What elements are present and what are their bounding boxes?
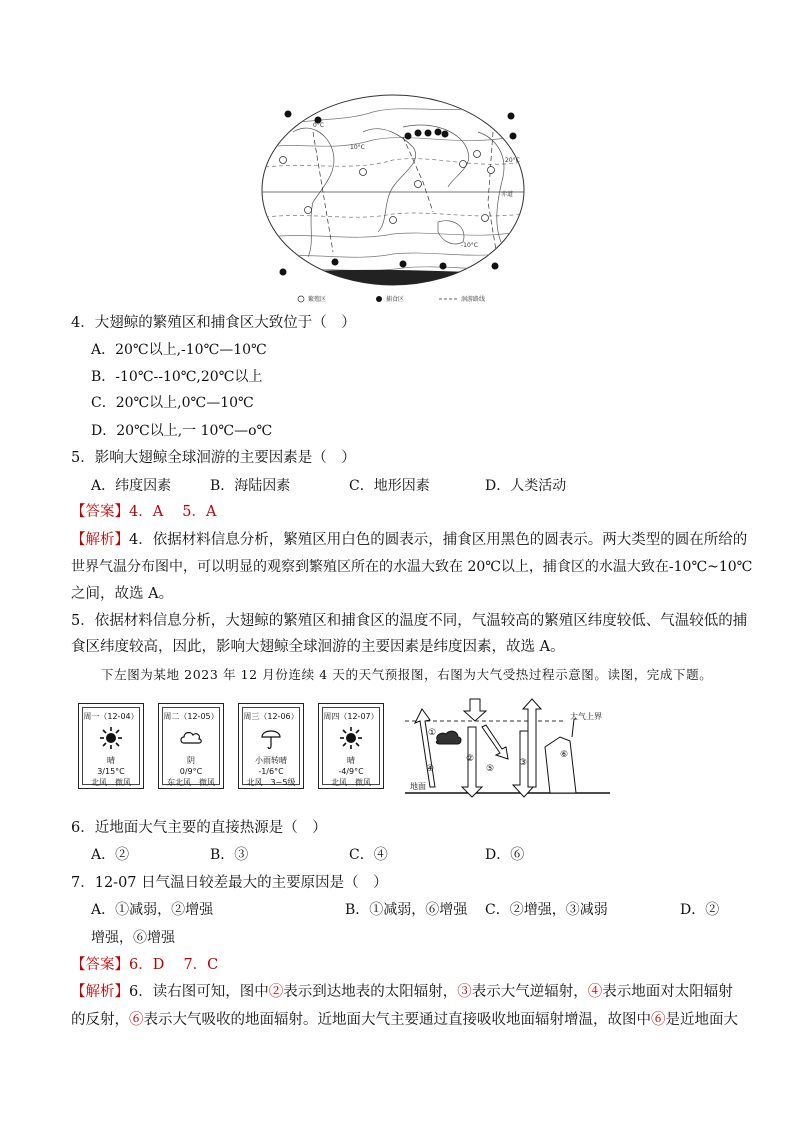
legend-route: 洄游路线 — [461, 296, 486, 303]
answer-block-1 — [71, 502, 217, 522]
q4-option-c[interactable]: C．20℃以上,0℃—10℃ — [91, 395, 254, 411]
explanation-line-1 — [71, 530, 747, 550]
diagram-num-3: ③ — [519, 758, 528, 768]
forecast-card — [158, 703, 224, 789]
explanation-line-4: 5．依据材料信息分析，大翅鲸的繁殖区和捕食区的温度不同，气温较高的繁殖区纬度较低、气温较低的捕 — [71, 613, 748, 629]
q4-option-d[interactable]: D．20℃以上,一 10℃—o℃ — [91, 423, 273, 439]
explanation-text: 表示大气逆辐射， — [471, 984, 588, 1000]
explanation-text: 6．读右图可知，图中 — [129, 984, 269, 1000]
q4-stem: 4．大翅鲸的繁殖区和捕食区大致位于（ ） — [71, 315, 356, 331]
explanation-line-5: 食区纬度较高，因此，影响大翅鲸全球洄游的主要因素是纬度因素，故选 A。 — [71, 639, 565, 655]
q5-option-c[interactable]: C．地形因素 — [349, 478, 430, 494]
iso-20-label: 20°C — [505, 157, 520, 164]
forecast-day: 周二（12-05） — [163, 712, 219, 721]
sun-icon — [83, 725, 139, 751]
ref-num: ③ — [457, 984, 472, 1000]
forecast-card — [78, 703, 144, 789]
explanation-2-line-2 — [71, 1010, 738, 1030]
ref-num: ② — [268, 984, 284, 1000]
q7-option-c[interactable]: C．②增强，③减弱 — [485, 902, 608, 918]
explanation-tag: 【解析】 — [71, 984, 129, 1000]
legend-feeding: 捕食区 — [386, 296, 405, 303]
forecast-condition: 晴 — [107, 756, 115, 765]
iso-m10-label: -10°C — [461, 242, 478, 249]
iso-0-label: 0°C — [313, 122, 325, 129]
whale-migration-map — [253, 92, 533, 306]
forecast-wind: 北风 微风 — [91, 778, 131, 787]
forecast-day: 周三（12-06） — [243, 712, 299, 721]
answer-block-2 — [71, 955, 218, 975]
figure-intro: 下左图为某地 2023 年 12 月份连续 4 天的天气预报图，右图为大气受热过程示意图。读图，完成下题。 — [101, 667, 713, 682]
sun-icon — [323, 725, 379, 751]
q5-option-b[interactable]: B．海陆因素 — [210, 478, 291, 494]
diagram-num-4: ④ — [426, 764, 435, 774]
diagram-num-2: ② — [466, 754, 475, 764]
forecast-day: 周一（12-04） — [83, 712, 139, 721]
explanation-line-3: 之间，故选 A。 — [71, 586, 174, 602]
q6-option-d[interactable]: D．⑥ — [485, 847, 525, 863]
atmosphere-heating-diagram — [400, 697, 630, 801]
explanation-text: 表示地面对太阳辐射 — [602, 984, 733, 1000]
ground-label: 地面 — [410, 782, 426, 791]
legend-breeding: 繁殖区 — [308, 296, 327, 303]
q5-stem: 5．影响大翅鲸全球洄游的主要因素是（ ） — [71, 450, 356, 466]
q7-stem: 7．12-07 日气温日较差最大的主要原因是（ ） — [71, 875, 388, 891]
q6-option-c[interactable]: C．④ — [349, 847, 388, 863]
explanation-text: 表示到达地表的太阳辐射， — [283, 984, 458, 1000]
cloud-icon — [163, 725, 219, 751]
q7-option-a[interactable]: A．①减弱，②增强 — [91, 902, 214, 918]
q7-option-b[interactable]: B．①减弱，⑥增强 — [345, 902, 468, 918]
forecast-wind: 东北风 微风 — [167, 778, 215, 787]
forecast-wind: 北风 微风 — [331, 778, 371, 787]
q5-option-a[interactable]: A．纬度因素 — [91, 478, 172, 494]
answer-tag: 【答案】 — [71, 957, 129, 973]
rain-icon — [243, 725, 299, 751]
q6-option-a[interactable]: A．② — [91, 847, 130, 863]
explanation-text: 表示大气吸收的地面辐射。近地面大气主要通过直接吸收地面辐射增温，故图中 — [143, 1012, 651, 1028]
q7-option-d-cont: 增强，⑥增强 — [91, 930, 175, 946]
ref-num: ⑥ — [651, 1012, 666, 1028]
ref-num: ④ — [587, 984, 603, 1000]
q5-option-d[interactable]: D．人类活动 — [485, 478, 567, 494]
iso-10-label: 10°C — [350, 144, 365, 151]
diagram-num-5: ⑤ — [486, 764, 495, 774]
forecast-condition: 小雨转晴 — [255, 756, 287, 765]
answer-text: 4．A 5．A — [129, 504, 217, 520]
ref-num: ⑥ — [129, 1012, 144, 1028]
q6-stem: 6．近地面大气主要的直接热源是（ ） — [71, 820, 327, 836]
forecast-temp: 3/15°C — [97, 767, 125, 776]
q6-option-b[interactable]: B．③ — [210, 847, 249, 863]
forecast-condition: 晴 — [347, 756, 355, 765]
forecast-temp: 0/9°C — [179, 767, 203, 776]
atmosphere-top-label: 大气上界 — [570, 712, 602, 721]
q4-option-a[interactable]: A．20℃以上,-10℃—10℃ — [91, 342, 267, 358]
q4-option-b[interactable]: B．-10℃--10℃,20℃以上 — [91, 369, 263, 385]
map-legend — [298, 295, 485, 303]
diagram-num-6: ⑥ — [560, 750, 569, 760]
explanation-2-line-1 — [71, 982, 733, 1002]
q7-option-d[interactable]: D．② — [680, 902, 720, 918]
equator-label: 赤道 — [501, 191, 514, 198]
forecast-wind: 北风 3~5级 — [246, 778, 296, 787]
forecast-day: 周四（12-07） — [323, 712, 379, 721]
forecast-card — [318, 703, 384, 789]
explanation-text: 4．依据材料信息分析，繁殖区用白色的圆表示，捕食区用黑色的圆表示。两大类型的圆在所给的 — [129, 532, 748, 548]
diagram-num-1: ① — [428, 728, 437, 738]
forecast-temp: -4/9°C — [338, 767, 364, 776]
explanation-line-2: 世界气温分布图中，可以明显的观察到繁殖区所在的水温大致在 20℃以上，捕食区的水温大致在-10℃~10℃ — [71, 559, 753, 575]
forecast-condition: 阴 — [187, 756, 195, 765]
forecast-card — [238, 703, 304, 789]
answer-tag: 【答案】 — [71, 504, 129, 520]
answer-text: 6．D 7．C — [129, 957, 219, 973]
explanation-text: 的反射， — [71, 1012, 129, 1028]
explanation-tag: 【解析】 — [71, 532, 129, 548]
explanation-text: 是近地面大 — [665, 1012, 738, 1028]
forecast-temp: -1/6°C — [258, 767, 284, 776]
